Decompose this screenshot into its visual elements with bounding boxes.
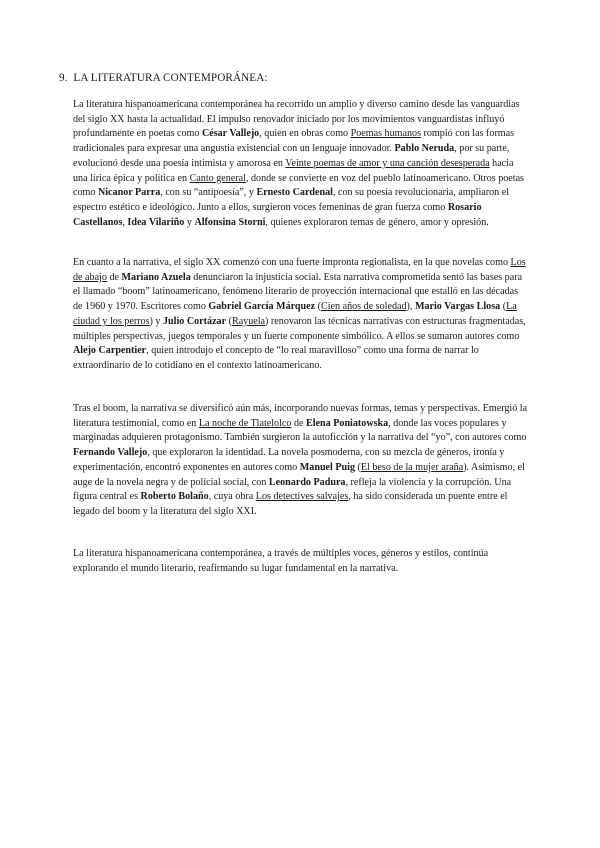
- text-run: ),: [406, 301, 415, 313]
- bold-name: Gabriel García Márquez: [208, 301, 316, 313]
- bold-name: Pablo Neruda: [394, 143, 455, 155]
- text-run: , quienes exploraron temas de género, amor y opresión.: [265, 216, 489, 228]
- section-heading: [59, 72, 268, 84]
- bold-name: Roberto Bolaño: [140, 491, 209, 503]
- bold-name: Manuel Puig: [299, 461, 355, 473]
- paragraph-post-boom: [73, 402, 529, 520]
- text-run: , con su poesía revolucionaria, ampliaron el espectro estético e ideológico. Junto a ellos, surgieron voces femeninas de gran fuerza como: [73, 187, 510, 213]
- text-run: , cuya obra: [208, 491, 256, 503]
- text-run: de: [291, 417, 307, 429]
- text-run: , quien introdujo el concepto de “lo real maravilloso” como una forma de narrar lo extraordinario de lo cotidiano en el contexto latinoamericano.: [73, 345, 479, 371]
- bold-name: Julio Cortázar: [163, 315, 227, 327]
- work-title: La noche de Tlatelolco: [198, 417, 292, 429]
- text-run: , ha sido considerada un puente entre el legado del boom y la literatura del siglo XXI.: [73, 491, 508, 517]
- text-run: (: [226, 315, 232, 327]
- bold-name: Idea Vilariño: [127, 216, 185, 228]
- paragraph-narrative-boom: [73, 256, 529, 374]
- text-run: de: [106, 271, 122, 283]
- work-title: El beso de la mujer araña: [360, 461, 464, 473]
- work-title: Poemas humanos: [350, 128, 421, 140]
- work-title: Los detectives salvajes: [255, 491, 349, 503]
- bold-name: Mariano Azuela: [121, 271, 191, 283]
- paragraph-poetry: [73, 98, 529, 230]
- bold-name: Alejo Carpentier: [73, 345, 147, 357]
- text-run: ). Asimismo, el auge de la novela negra y de policial social, con: [73, 461, 525, 488]
- bold-name: Elena Poniatowska: [306, 417, 389, 429]
- text-run: ) y: [149, 315, 163, 327]
- work-title: Rayuela: [231, 315, 266, 327]
- text-run: , refleja la violencia y la corrupción. Una figura central es: [73, 476, 512, 503]
- paragraph-conclusion: [73, 547, 529, 576]
- text-run: (: [315, 301, 322, 313]
- bold-name: Mario Vargas Llosa: [414, 301, 501, 313]
- text-run: , con su “antipoesía”, y: [160, 187, 257, 199]
- text-run: ,: [122, 216, 128, 228]
- work-title: Cien años de soledad: [321, 301, 407, 313]
- text-run: (: [355, 461, 361, 473]
- section-title: LA LITERATURA CONTEMPORÁNEA:: [73, 72, 268, 84]
- bold-name: Ernesto Cardenal: [256, 187, 333, 199]
- text-run: ) renovaron las técnicas narrativas con estructuras fragmentadas, múltiples perspectivas, juegos temporales y un fuerte componente simbólico. A ellos se sumaron autores como: [73, 315, 526, 342]
- text-run: La literatura hispanoamericana contemporánea ha recorrido un amplio y diverso camino desde las vanguardias del siglo XX hasta la actualidad. El impulso renovador iniciado por los movimientos vanguardistas influyó profundamente en poetas como: [73, 99, 520, 140]
- section-number: 9.: [59, 72, 68, 84]
- bold-name: Nicanor Parra: [97, 187, 161, 199]
- text-run: , donde se convierte en voz del pueblo latinoamericano. Otros poetas como: [73, 172, 524, 199]
- bold-name: César Vallejo: [201, 128, 260, 140]
- text-run: rompió con las formas tradicionales para expresar una angustia existencial con un lenguaje innovador.: [73, 128, 515, 155]
- text-run: La literatura hispanoamericana contemporánea, a través de múltiples voces, géneros y estilos, continúa explorando el mundo literario, reafirmando su lugar fundamental en la narrativa.: [73, 548, 489, 574]
- bold-name: Leonardo Padura: [268, 476, 346, 488]
- bold-name: Rosario Castellanos: [73, 201, 482, 228]
- bold-name: Alfonsina Storni: [194, 216, 266, 228]
- work-title: Veinte poemas de amor y una canción desesperada: [285, 157, 490, 169]
- text-run: , quien en obras como: [259, 128, 351, 140]
- text-run: (: [500, 301, 507, 313]
- text-run: , que exploraron la identidad. La novela posmoderna, con su mezcla de géneros, ironía y experimentación, encontró exponentes en autores como: [73, 447, 505, 473]
- text-run: hacia una lírica épica y política en: [73, 157, 514, 184]
- text-run: , por su parte, evolucionó desde una poesía intimista y amorosa en: [73, 143, 510, 169]
- work-title: La ciudad y los perros: [73, 301, 517, 327]
- text-run: Tras el boom, la narrativa se diversificó aún más, incorporando nuevas formas, temas y perspectivas. Emergió la literatura testimonial, como en: [73, 403, 528, 429]
- work-title: Canto general: [189, 172, 246, 184]
- text-run: , donde las voces populares y marginadas adquieren protagonismo. También surgieron la autoficción y la narrativa del “yo”, con autores como: [73, 417, 527, 444]
- text-run: y: [184, 216, 195, 228]
- work-title: Los de abajo: [73, 257, 526, 283]
- bold-name: Fernando Vallejo: [73, 447, 148, 459]
- text-run: En cuanto a la narrativa, el siglo XX comenzó con una fuerte impronta regionalista, en la que novelas como: [73, 257, 511, 268]
- text-run: denunciaron la injusticia social. Esta narrativa comprometida sentó las bases para el llamado “boom” latinoamericano, fenómeno literario de proyección internacional que estalló en las décadas de 1960 y 1970. Escritores como: [73, 271, 523, 313]
